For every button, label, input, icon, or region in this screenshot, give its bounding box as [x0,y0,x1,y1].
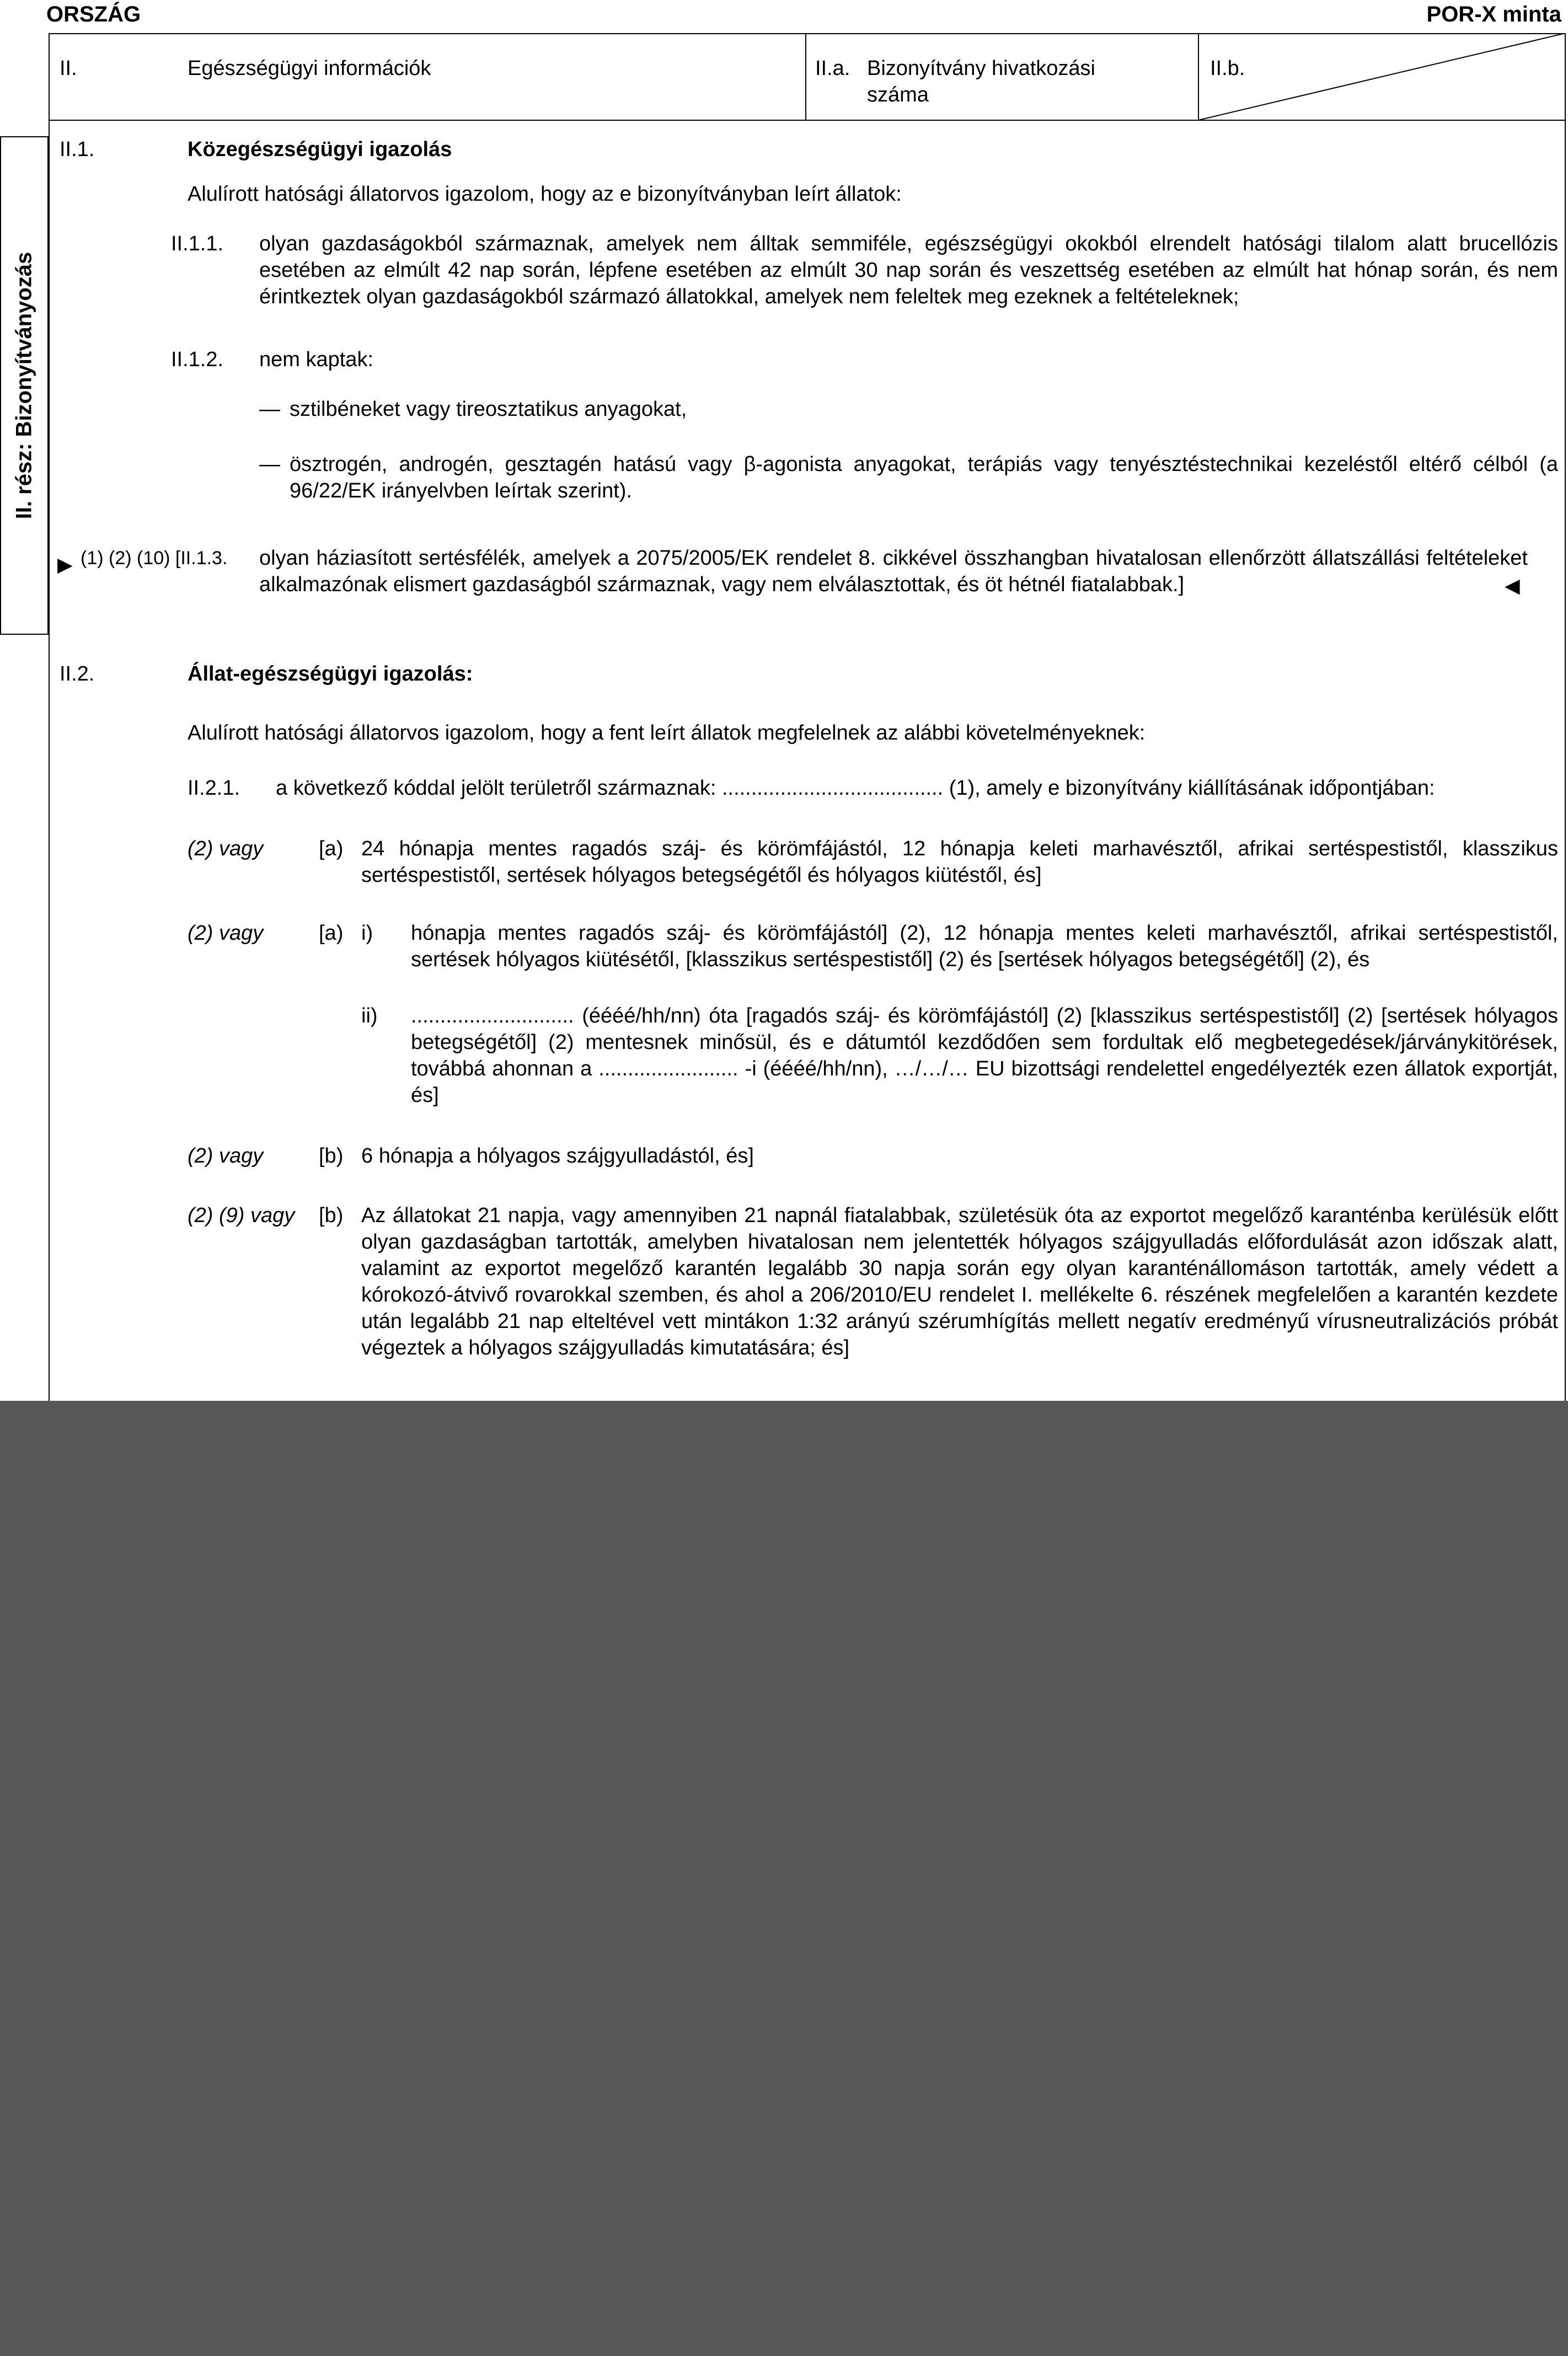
item-1-3-prefix: (1) (2) (10) [II.1.3. [81,548,228,569]
iib-label: II.b. [1210,57,1245,80]
dash-2: — [259,453,280,476]
row-2-tag: [a) [319,922,344,945]
item-2-1-number: II.2.1. [188,777,240,800]
row-4-tag: [b) [319,1204,344,1227]
row-2-option: (2) vagy [188,922,264,945]
row-2-sub-ii: ii) [361,1004,378,1027]
section-2-intro: Alulírott hatósági állatorvos igazolom, hogy a fent leírt állatok megfelelnek az alábbi követelményeknek: [188,721,1146,745]
item-1-1-text: olyan gazdaságokból származnak, amelyek nem álltak semmiféle, egészségügyi okokból elrendelt hatósági tilalom alatt brucellózis esetében az elmúlt 42 nap során, lépfene esetében az elmúlt 30 nap során és veszettség esetében az elmúlt hat hónap során, és nem érintkeztek olyan gazdaságokból származó állatokkal, amelyek nem feleltek meg ezeknek a feltételeknek; [259,232,1558,308]
part-number: II. [60,57,77,80]
side-label: II. rész: Bizonyítványozás [12,251,36,520]
ref-number: II.a. [815,57,850,80]
country-label: ORSZÁG [46,2,141,26]
frame-left-line [49,33,50,1401]
section-1-number: II.1. [60,138,95,161]
row-1-text: 24 hónapja mentes ragadós száj- és körömfájástól, 12 hónapja keleti marhavésztől, afrikai sertéspestistől, klasszikus sertéspestistől, sertések hólyagos betegségétől és hólyagos kiütéstől, és] [361,837,1558,887]
header-col-divider-1 [805,33,806,120]
dash-1: — [259,398,280,421]
row-4-option: (2) (9) vagy [188,1204,295,1227]
occluded-region [0,1401,1568,2356]
row-3-tag: [b) [319,1144,344,1168]
item-2-1-text: a következő kóddal jelölt területről származnak: ...................................... (1), amely e bizonyítvány kiállításának időpontjában: [276,777,1435,800]
section-1-title: Közegészségügyi igazolás [188,138,452,161]
row-3-option: (2) vagy [188,1144,264,1168]
row-1-tag: [a) [319,837,344,860]
frame-right-line [1565,33,1566,1401]
section-2-number: II.2. [60,662,95,686]
dash-item-2: ösztrogén, androgén, gesztagén hatású vagy β-agonista anyagokat, terápiás vagy tenyésztéstechnikai kezeléstől eltérő célból (a 96/22/EK irányelvben leírtak szerint). [290,453,1558,502]
section-2-title: Állat-egészségügyi igazolás: [188,662,473,686]
ref-title: Bizonyítvány hivatkozási száma [867,57,1095,106]
item-1-3-text: olyan háziasított sertésfélék, amelyek a 2075/2005/EK rendelet 8. cikkével összhangban hivatalosan ellenőrzött állatszállási feltételeket alkalmazónak elismert gazdaságból származnak, vagy nem elválasztottak, és öt hétnél fiatalabbak.] [259,547,1528,596]
row-3-text: 6 hónapja a hólyagos szájgyulladástól, és] [361,1144,754,1168]
end-marker-icon: ◀ [1505,574,1520,597]
part-title: Egészségügyi információk [188,57,431,80]
model-label: POR-X minta [1426,2,1561,26]
diagonal-strike [1198,33,1566,120]
row-1-option: (2) vagy [188,837,264,860]
section-1-intro: Alulírott hatósági állatorvos igazolom, hogy az e bizonyítványban leírt állatok: [188,183,902,206]
dash-item-1: sztilbéneket vagy tireosztatikus anyagokat, [290,398,687,421]
row-4-text: Az állatokat 21 napja, vagy amennyiben 21 napnál fiatalabbak, születésük óta az exportot megelőző karanténba kerülésük előtt olyan gazdaságban tartották, amelyben hivatalosan nem jelentették hólyagos szájgyulladás előfordulását azon időszak alatt, valamint az exportot megelőző karantén legalább 30 napja során egy olyan karanténállomáson tartották, amely védett a kórokozó-átvivő rovarokkal szemben, és ahol a 206/2010/EU rendelet I. mellékelte 6. részének megfelelően a karantén kezdete után legalább 21 nap elteltével vett mintákon 1:32 arányú szérumhígítás mellett negatív eredményű vírusneutralizációs próbát végeztek a hólyagos szájgyulladás kimutatására; és] [361,1204,1558,1359]
start-marker-icon: ▶ [57,553,73,576]
item-1-2-text: nem kaptak: [259,348,373,371]
item-1-2-number: II.1.2. [171,348,224,371]
row-2-sub-i-text: hónapja mentes ragadós száj- és körömfájástól] (2), 12 hónapja mentes keleti marhavésztől, afrikai sertéspestistől, sertések hólyagos kiütésétől, [klasszikus sertéspestistől] (2) és [sertések hólyagos betegségétől] (2), és [411,922,1558,971]
row-2-sub-ii-text: ............................ (éééé/hh/nn) óta [ragadós száj- és körömfájástól] (2) [klasszikus sertéspestistől] (2) [sertések hólyagos betegségétől] (2) mentesnek minősül, és e dátumtól kezdődően sem fordultak elő megbetegedések/járványkitörések, továbbá ahonnan a ........................ -i (éééé/hh/nn), …/…/… EU bizottsági rendelettel engedélyezték ezen állatok exportját, és] [411,1004,1558,1107]
row-2-sub-i: i) [361,922,373,945]
item-1-1-number: II.1.1. [171,232,224,255]
